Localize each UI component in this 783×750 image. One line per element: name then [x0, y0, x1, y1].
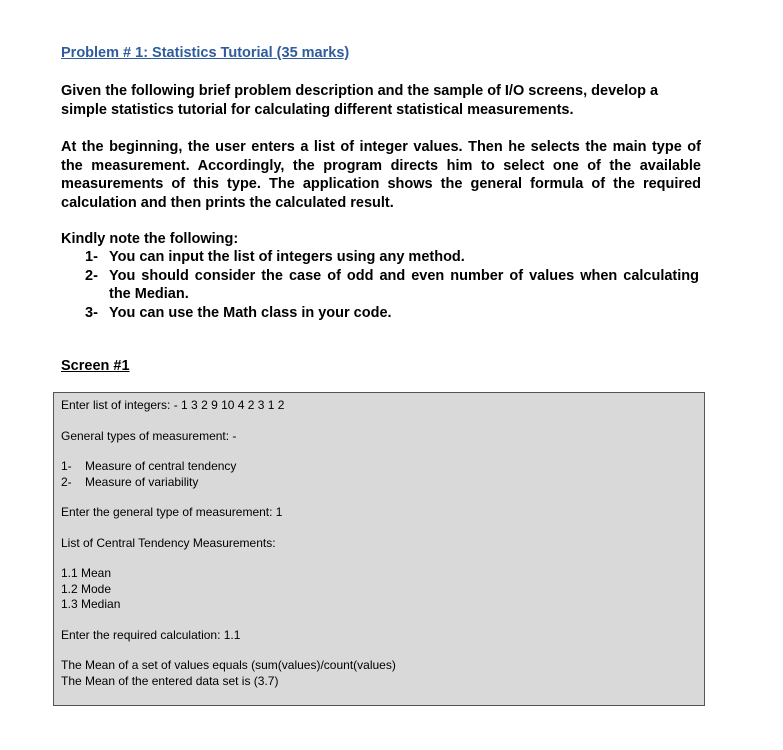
- console-list-heading: List of Central Tendency Measurements:: [61, 535, 276, 550]
- console-type-item: [61, 459, 696, 475]
- note-number: 3-: [85, 304, 98, 321]
- notes-list: [85, 248, 699, 322]
- note-item: [85, 304, 699, 323]
- note-item: [85, 267, 699, 304]
- notes-heading: Kindly note the following:: [61, 231, 239, 247]
- note-text: You can input the list of integers using any method.: [109, 249, 465, 265]
- description-paragraph: [61, 138, 701, 212]
- note-text: You should consider the case of odd and even number of values when calculating the Median.: [109, 267, 699, 302]
- type-number: 2-: [61, 474, 72, 489]
- note-number: 1-: [85, 249, 98, 265]
- console-enter-type: Enter the general type of measurement: 1: [61, 505, 283, 519]
- screen-title: Screen #1: [61, 358, 130, 374]
- type-label: Measure of variability: [85, 474, 199, 489]
- console-measure-item: 1.3 Median: [61, 597, 121, 611]
- console-type-item: [61, 475, 696, 491]
- note-item: [85, 248, 699, 267]
- description-text: At the beginning, the user enters a list of integer values. Then he selects the main type of the measurement. Accordingly, the program directs him to select one of the available measurements of this type. The application shows the general formula of the required calculation and then prints the calculated result.: [61, 139, 701, 211]
- console-output-box: [53, 392, 705, 706]
- console-result-formula: The Mean of a set of values equals (sum(values)/count(values): [61, 658, 396, 672]
- console-measure-item: 1.1 Mean: [61, 566, 112, 580]
- type-number: 1-: [61, 459, 72, 473]
- note-text: You can use the Math class in your code.: [109, 304, 392, 321]
- intro-paragraph: [61, 82, 701, 119]
- console-measure-item: 1.2 Mode: [61, 581, 112, 596]
- console-result-value: The Mean of the entered data set is (3.7): [61, 673, 279, 688]
- console-enter-list: Enter list of integers: - 1 3 2 9 10 4 2 3 1 2: [61, 398, 285, 412]
- note-number: 2-: [85, 267, 98, 284]
- console-enter-calc: Enter the required calculation: 1.1: [61, 627, 241, 642]
- type-label: Measure of central tendency: [85, 459, 237, 473]
- console-general-types: General types of measurement: -: [61, 428, 237, 443]
- problem-title: Problem # 1: Statistics Tutorial (35 marks): [61, 45, 350, 61]
- intro-text: Given the following brief problem description and the sample of I/O screens, develop a simple statistics tutorial for calculating different statistical measurements.: [61, 83, 659, 118]
